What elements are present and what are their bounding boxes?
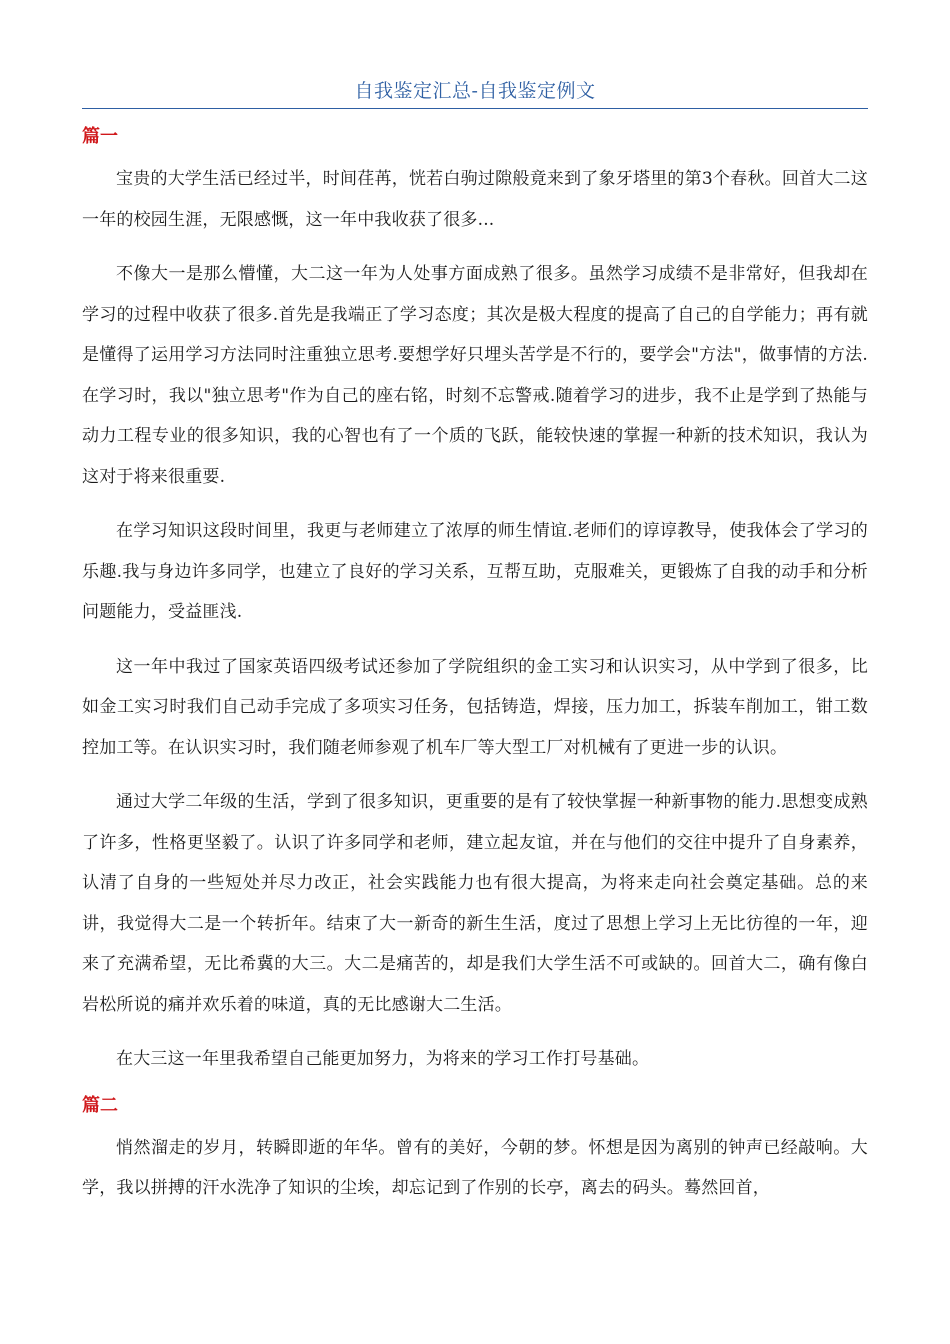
paragraph: 在学习知识这段时间里，我更与老师建立了浓厚的师生情谊.老师们的谆谆教导，使我体会了学习的乐趣.我与身边许多同学，也建立了良好的学习关系，互帮互助，克服难关，更锻炼了自我的动手和分析问题能力，受益匪浅.	[82, 521, 868, 622]
section-heading-1: 篇一	[82, 126, 118, 147]
paragraph: 在大三这一年里我希望自己能更加努力，为将来的学习工作打号基础。	[116, 1049, 650, 1069]
section-heading-2: 篇二	[82, 1094, 118, 1116]
paragraph: 通过大学二年级的生活，学到了很多知识，更重要的是有了较快掌握一种新事物的能力.思想变成熟了许多，性格更坚毅了。认识了许多同学和老师，建立起友谊，并在与他们的交往中提升了自身素养，认清了自身的一些短处并尽力改正，社会实践能力也有很大提高，为将来走向社会奠定基础。总的来讲，我觉得大二是一个转折年。结束了大一新奇的新生生活，度过了思想上学习上无比彷徨的一年，迎来了充满希望，无比希冀的大三。大二是痛苦的，却是我们大学生活不可或缺的。回首大二，确有像白岩松所说的痛并欢乐着的味道，真的无比感谢大二生活。	[82, 792, 868, 1015]
paragraph: 宝贵的大学生活已经过半，时间荏苒，恍若白驹过隙般竟来到了象牙塔里的第3个春秋。回首大二这一年的校园生涯，无限感慨，这一年中我收获了很多...	[82, 169, 868, 230]
paragraph: 悄然溜走的岁月，转瞬即逝的年华。曾有的美好，今朝的梦。怀想是因为离别的钟声已经敲响。大学，我以拼搏的汗水洗净了知识的尘埃，却忘记到了作别的长亭，离去的码头。蓦然回首，	[82, 1137, 868, 1198]
page-title: 自我鉴定汇总-自我鉴定例文	[82, 78, 868, 109]
paragraph: 这一年中我过了国家英语四级考试还参加了学院组织的金工实习和认识实习，从中学到了很多，比如金工实习时我们自己动手完成了多项实习任务，包括铸造，焊接，压力加工，拆装车削加工，钳工数控加工等。在认识实习时，我们随老师参观了机车厂等大型工厂对机械有了更进一步的认识。	[82, 656, 868, 758]
document-page	[82, 78, 868, 1223]
paragraph: 不像大一是那么懵懂，大二这一年为人处事方面成熟了很多。虽然学习成绩不是非常好，但我却在学习的过程中收获了很多.首先是我端正了学习态度；其次是极大程度的提高了自己的自学能力；再有就是懂得了运用学习方法同时注重独立思考.要想学好只埋头苦学是不行的，要学会"方法"，做事情的方法.在学习时，我以"独立思考"作为自己的座右铭，时刻不忘警戒.随着学习的进步，我不止是学到了热能与动力工程专业的很多知识，我的心智也有了一个质的飞跃，能较快速的掌握一种新的技术知识，我认为这对于将来很重要.	[82, 264, 868, 487]
